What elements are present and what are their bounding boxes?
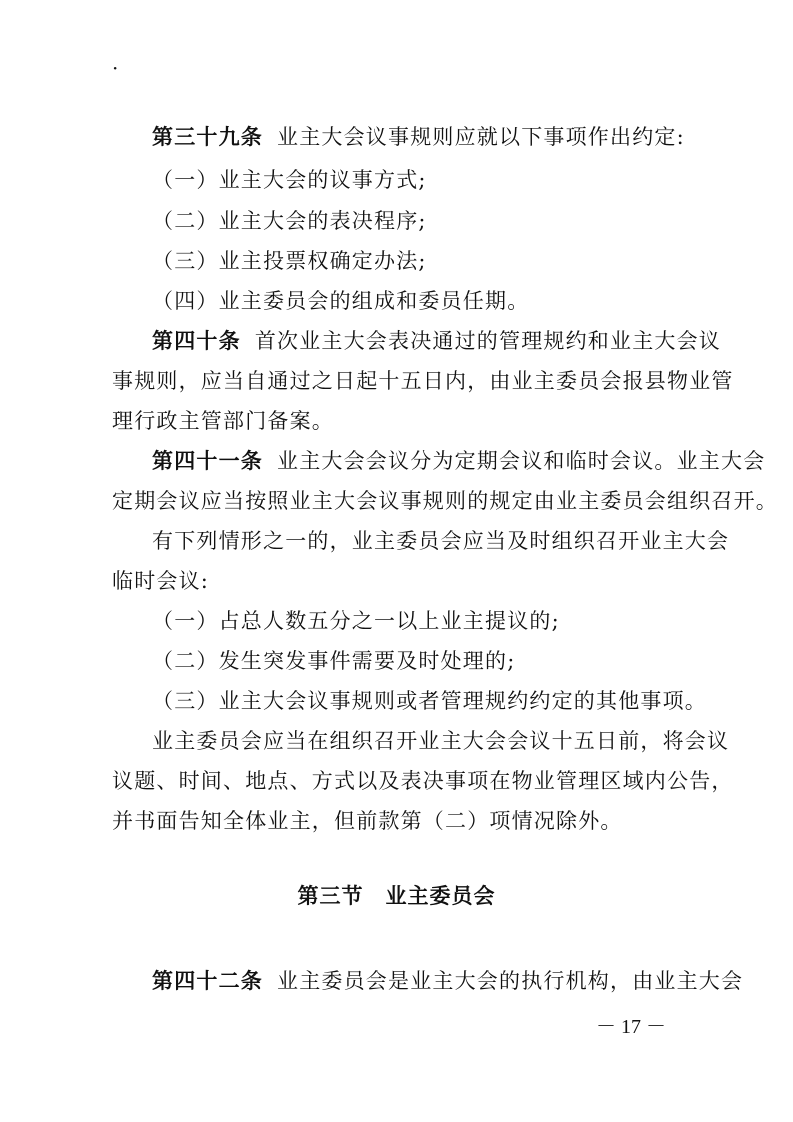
article-41-line-2: 定期会议应当按照业主大会议事规则的规定由业主委员会组织召开。 <box>112 489 778 513</box>
article-39-item-2: （二）业主大会的表决程序; <box>152 209 427 233</box>
article-41-paragraph-2-line-1: 有下列情形之一的，业主委员会应当及时组织召开业主大会 <box>152 529 730 553</box>
article-41-paragraph-2-line-2: 临时会议: <box>112 569 210 593</box>
article-39-item-1: （一）业主大会的议事方式; <box>152 168 427 192</box>
article-42-line-1 <box>152 966 752 996</box>
article-41-item-2: （二）发生突发事件需要及时处理的; <box>152 649 516 673</box>
article-40-line-3: 理行政主管部门备案。 <box>112 409 334 433</box>
article-39-item-3: （三）业主投票权确定办法; <box>152 249 427 273</box>
article-41-item-3: （三）业主大会议事规则或者管理规约约定的其他事项。 <box>152 689 707 713</box>
article-39-line <box>152 122 752 152</box>
article-41-item-1: （一）占总人数五分之一以上业主提议的; <box>152 609 560 633</box>
article-40-text-1: 首次业主大会表决通过的管理规约和业主大会议 <box>254 329 722 353</box>
article-41-paragraph-3-line-1: 业主委员会应当在组织召开业主大会会议十五日前，将会议 <box>152 729 730 753</box>
article-41-paragraph-3-line-2: 议题、时间、地点、方式以及表决事项在物业管理区域内公告， <box>112 769 734 793</box>
article-41-heading: 第四十一条 <box>152 449 263 473</box>
article-42-heading: 第四十二条 <box>152 969 263 993</box>
section-heading <box>0 881 793 911</box>
article-41-text-1: 业主大会会议分为定期会议和临时会议。业主大会 <box>277 449 766 473</box>
article-39-heading: 第三十九条 <box>152 125 263 149</box>
article-40-line-2: 事规则，应当自通过之日起十五日内，由业主委员会报县物业管 <box>112 369 734 393</box>
article-41-paragraph-3-line-3: 并书面告知全体业主，但前款第（二）项情况除外。 <box>112 809 623 833</box>
page-mark: · <box>112 56 119 80</box>
article-40-line-1 <box>152 326 752 356</box>
section-number: 第三节 <box>297 884 364 908</box>
section-title: 业主委员会 <box>385 884 496 908</box>
article-41-line-1 <box>152 446 766 476</box>
article-39-text: 业主大会议事规则应就以下事项作出约定: <box>277 125 685 149</box>
page-number: － 17 － <box>596 1016 666 1038</box>
article-42-text-1: 业主委员会是业主大会的执行机构，由业主大会 <box>277 969 744 993</box>
article-39-item-4: （四）业主委员会的组成和委员任期。 <box>152 289 530 313</box>
article-40-heading: 第四十条 <box>152 329 241 353</box>
